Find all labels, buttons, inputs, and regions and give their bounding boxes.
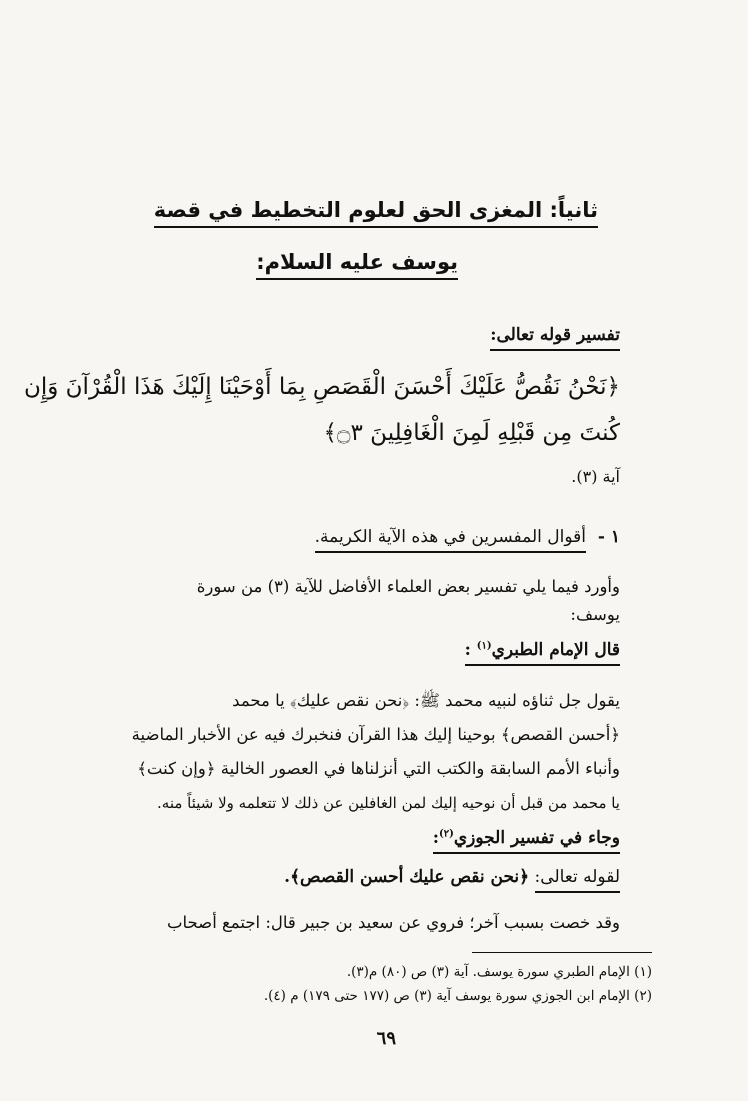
footnote-1: (١) الإمام الطبري سورة يوسف. آية (٣) ص (٨٠) م(٣).	[346, 964, 652, 980]
tabari-label	[465, 640, 620, 666]
tafsir-label: تفسير قوله تعالى:	[490, 325, 620, 351]
footnote-marker-1: (١)	[476, 640, 492, 652]
footnote-marker-2: (٢)	[439, 828, 454, 840]
item1-title: أقوال المفسرين في هذه الآية الكريمة.	[315, 527, 586, 553]
footnote-2: (٢) الإمام ابن الجوزي سورة يوسف آية (٣) ص (١٧٧ حتى ١٧٩) م (٤).	[263, 988, 652, 1004]
jawzi-qawl-label: لقوله تعالى:	[535, 867, 620, 893]
quran-verse-line1: ﴿نَحْنُ نَقُصُّ عَلَيْكَ أَحْسَنَ الْقَصَصِ بِمَا أَوْحَيْنَا إِلَيْكَ هَذَا الْقُرْآنَ وَإِن	[23, 374, 620, 400]
tabari-line1: يقول جل ثناؤه لنبيه محمد ﷺ: ﴿نحن نقص عليك﴾ يا محمد	[232, 691, 620, 710]
tabari-colon: :	[464, 640, 477, 660]
jawzi-label-text: وجاء في تفسير الجوزي	[453, 828, 620, 848]
jawzi-colon: :	[432, 828, 440, 848]
tabari-label-text: قال الإمام الطبري	[491, 640, 620, 660]
section-heading-line2: يوسف عليه السلام:	[256, 250, 458, 280]
jawzi-qawl	[284, 866, 620, 887]
page-number: ٦٩	[376, 1028, 396, 1049]
intro-line1: وأورد فيما يلي تفسير بعض العلماء الأفاضل للآية (٣) من سورة	[196, 577, 620, 596]
footnote-separator	[472, 952, 652, 953]
tabari-line4: يا محمد من قبل أن نوحيه إليك لمن الغافلين عن ذلك لا تتعلمه ولا شيئاً منه.	[157, 794, 620, 812]
tabari-line2: ﴿أحسن القصص﴾ بوحينا إليك هذا القرآن فنخبرك فيه عن الأخبار الماضية	[131, 725, 620, 744]
quran-verse-line2: كُنتَ مِن قَبْلِهِ لَمِنَ الْغَافِلِينَ ۝٣﴾	[323, 420, 620, 446]
section-heading-line1: ثانياً: المغزى الحق لعلوم التخطيط في قصة	[154, 198, 598, 228]
jawzi-qawl-text: ﴿نحن نقص عليك أحسن القصص﴾.	[284, 867, 530, 887]
tabari-line3: وأنباء الأمم السابقة والكتب التي أنزلناها في العصور الخالية ﴿وإن كنت﴾	[137, 759, 620, 778]
quran-ayah-reference: آية (٣).	[571, 467, 620, 486]
jawzi-line1: وقد خصت بسبب آخر؛ فروي عن سعيد بن جبير قال: اجتمع أصحاب	[166, 913, 620, 932]
intro-line2: يوسف:	[570, 605, 620, 624]
item1-number: ١ -	[597, 527, 620, 547]
jawzi-label	[433, 828, 620, 854]
